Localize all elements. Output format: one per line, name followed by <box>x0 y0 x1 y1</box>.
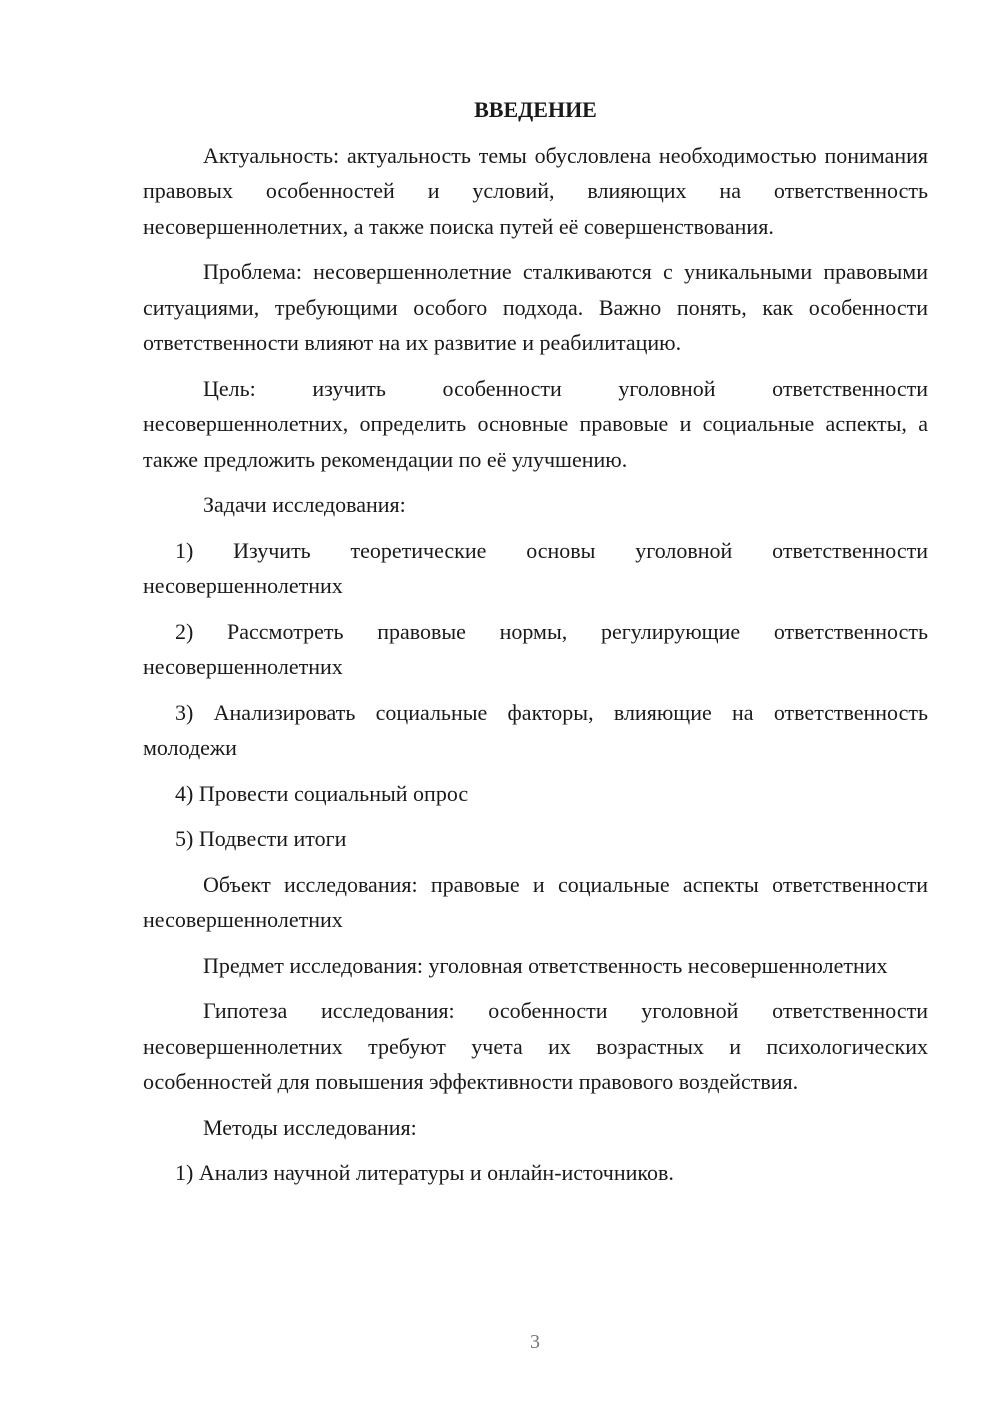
section-title: ВВЕДЕНИЕ <box>474 97 597 122</box>
task-item-3: 3) Анализировать социальные факторы, влияющие на ответственность молодежи <box>143 699 928 760</box>
document-page <box>143 92 928 1201</box>
task-item-4: 4) Провести социальный опрос <box>175 780 469 806</box>
paragraph-tasks-heading: Задачи исследования: <box>203 492 406 517</box>
paragraph-relevance: Актуальность: актуальность темы обусловлена необходимостью понимания правовых особенностей и условий, влияющих на ответственность несовершеннолетних, а также поиска путей её совершенствования. <box>143 142 928 239</box>
paragraph-hypothesis: Гипотеза исследования: особенности уголовной ответственности несовершеннолетних требуют учета их возрастных и психологических особенностей для повышения эффективности правового воздействия. <box>143 998 928 1094</box>
task-item-1: 1) Изучить теоретические основы уголовной ответственности несовершеннолетних <box>143 537 928 598</box>
task-item-5: 5) Подвести итоги <box>175 826 347 851</box>
page-number: 3 <box>530 1331 540 1353</box>
paragraph-problem: Проблема: несовершеннолетние сталкиваются с уникальными правовыми ситуациями, требующими особого подхода. Важно понять, как особенности ответственности влияют на их развитие и реабилитацию. <box>143 259 928 355</box>
task-item-2: 2) Рассмотреть правовые нормы, регулирующие ответственность несовершеннолетних <box>143 618 928 679</box>
paragraph-methods-heading: Методы исследования: <box>203 1114 417 1140</box>
method-item-1: 1) Анализ научной литературы и онлайн-источников. <box>175 1160 674 1185</box>
paragraph-goal: Цель: изучить особенности уголовной ответственности несовершеннолетних, определить основные правовые и социальные аспекты, а также предложить рекомендации по её улучшению. <box>143 375 928 472</box>
paragraph-subject: Предмет исследования: уголовная ответственность несовершеннолетних <box>203 952 888 978</box>
paragraph-object: Объект исследования: правовые и социальные аспекты ответственности несовершеннолетних <box>143 871 928 932</box>
